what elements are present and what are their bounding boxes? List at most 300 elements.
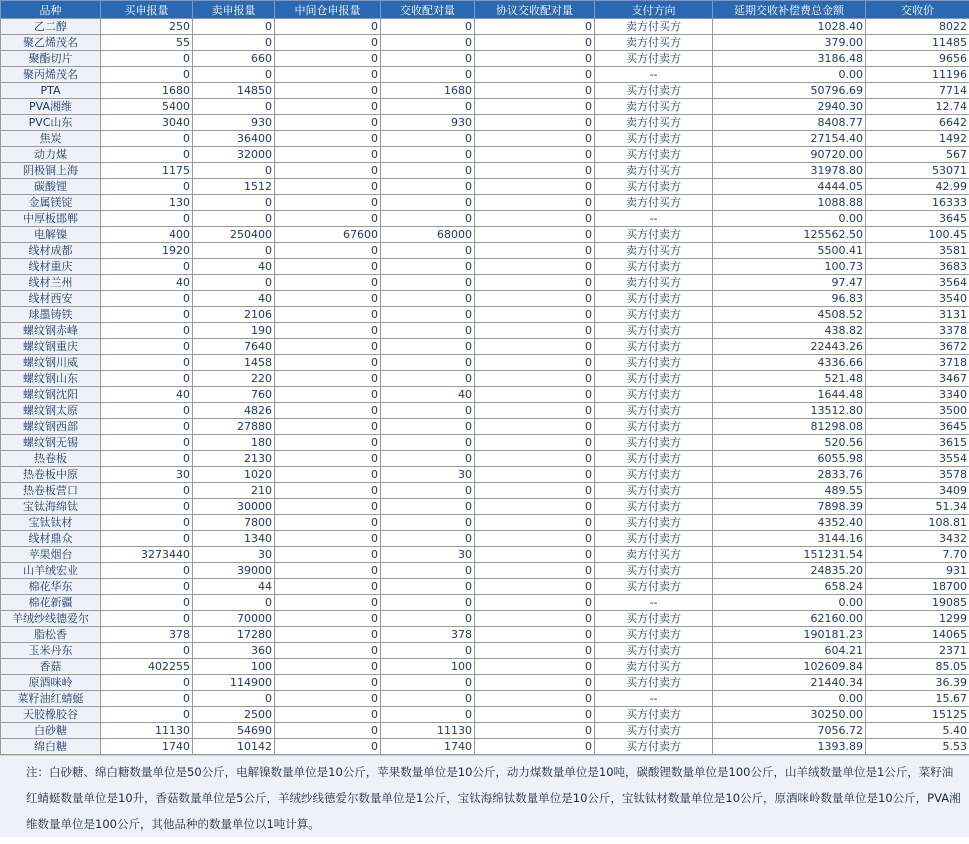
buy-qty-cell: 0 [101,515,193,531]
buy-qty-cell: 30 [101,467,193,483]
middle-qty-cell: 0 [275,451,381,467]
sell-qty-cell: 210 [193,483,275,499]
matched-qty-cell: 0 [381,323,475,339]
payment-direction-cell: 卖方付买方 [595,99,713,115]
price-cell: 3564 [866,275,969,291]
middle-qty-cell: 0 [275,259,381,275]
compensation-cell: 7898.39 [713,499,866,515]
sell-qty-cell: 27880 [193,419,275,435]
compensation-cell: 520.56 [713,435,866,451]
agreement-qty-cell: 0 [475,643,595,659]
compensation-cell: 27154.40 [713,131,866,147]
middle-qty-cell: 0 [275,243,381,259]
price-cell: 3500 [866,403,969,419]
matched-qty-cell: 0 [381,19,475,35]
middle-qty-cell: 0 [275,83,381,99]
compensation-cell: 3144.16 [713,531,866,547]
payment-direction-cell: 买方付卖方 [595,355,713,371]
agreement-qty-cell: 0 [475,675,595,691]
matched-qty-cell: 0 [381,195,475,211]
middle-qty-cell: 0 [275,323,381,339]
agreement-qty-cell: 0 [475,547,595,563]
variety-cell: 螺纹钢沈阳 [1,387,101,403]
price-cell: 7.70 [866,547,969,563]
matched-qty-cell: 0 [381,35,475,51]
sell-qty-cell: 4826 [193,403,275,419]
buy-qty-cell: 0 [101,371,193,387]
variety-cell: 棉花新疆 [1,595,101,611]
compensation-cell: 489.55 [713,483,866,499]
buy-qty-cell: 3273440 [101,547,193,563]
price-cell: 7714 [866,83,969,99]
header-payment-direction: 支付方向 [595,1,713,19]
price-cell: 3554 [866,451,969,467]
sell-qty-cell: 10142 [193,739,275,755]
table-row [1,435,969,451]
agreement-qty-cell: 0 [475,659,595,675]
price-cell: 15125 [866,707,969,723]
middle-qty-cell: 0 [275,147,381,163]
buy-qty-cell: 0 [101,51,193,67]
payment-direction-cell: 买方付卖方 [595,371,713,387]
table-row [1,531,969,547]
middle-qty-cell: 0 [275,291,381,307]
matched-qty-cell: 930 [381,115,475,131]
matched-qty-cell: 0 [381,371,475,387]
payment-direction-cell: 买方付卖方 [595,723,713,739]
middle-qty-cell: 0 [275,579,381,595]
compensation-cell: 658.24 [713,579,866,595]
matched-qty-cell: 0 [381,259,475,275]
sell-qty-cell: 0 [193,195,275,211]
variety-cell: 中厚板邯郸 [1,211,101,227]
variety-cell: 阴极铜上海 [1,163,101,179]
middle-qty-cell: 0 [275,499,381,515]
buy-qty-cell: 1175 [101,163,193,179]
matched-qty-cell: 0 [381,163,475,179]
table-row [1,323,969,339]
variety-cell: 动力煤 [1,147,101,163]
matched-qty-cell: 0 [381,675,475,691]
compensation-cell: 1028.40 [713,19,866,35]
compensation-cell: 102609.84 [713,659,866,675]
agreement-qty-cell: 0 [475,627,595,643]
sell-qty-cell: 0 [193,99,275,115]
variety-cell: 苹果烟台 [1,547,101,563]
buy-qty-cell: 400 [101,227,193,243]
table-row [1,371,969,387]
matched-qty-cell: 0 [381,67,475,83]
sell-qty-cell: 17280 [193,627,275,643]
payment-direction-cell: 买方付卖方 [595,483,713,499]
sell-qty-cell: 660 [193,51,275,67]
payment-direction-cell: 买方付卖方 [595,643,713,659]
price-cell: 6642 [866,115,969,131]
sell-qty-cell: 0 [193,691,275,707]
buy-qty-cell: 0 [101,291,193,307]
payment-direction-cell: 买方付卖方 [595,675,713,691]
middle-qty-cell: 0 [275,355,381,371]
table-row [1,147,969,163]
buy-qty-cell: 0 [101,451,193,467]
table-row [1,355,969,371]
table-row [1,499,969,515]
table-header-row [1,1,969,19]
middle-qty-cell: 0 [275,739,381,755]
variety-cell: 天胶橡胶谷 [1,707,101,723]
table-row [1,99,969,115]
variety-cell: 热卷板营口 [1,483,101,499]
table-row [1,547,969,563]
middle-qty-cell: 0 [275,643,381,659]
middle-qty-cell: 0 [275,371,381,387]
payment-direction-cell: 买方付卖方 [595,307,713,323]
middle-qty-cell: 0 [275,163,381,179]
payment-direction-cell: -- [595,211,713,227]
variety-cell: 线材重庆 [1,259,101,275]
header-sell-qty: 卖申报量 [193,1,275,19]
sell-qty-cell: 0 [193,19,275,35]
matched-qty-cell: 0 [381,691,475,707]
sell-qty-cell: 70000 [193,611,275,627]
table-row [1,707,969,723]
middle-qty-cell: 0 [275,99,381,115]
sell-qty-cell: 30000 [193,499,275,515]
middle-qty-cell: 0 [275,275,381,291]
buy-qty-cell: 0 [101,179,193,195]
compensation-cell: 50796.69 [713,83,866,99]
table-row [1,659,969,675]
table-row [1,483,969,499]
middle-qty-cell: 0 [275,595,381,611]
payment-direction-cell: 卖方付买方 [595,115,713,131]
header-middle-qty: 中间仓申报量 [275,1,381,19]
agreement-qty-cell: 0 [475,99,595,115]
table-row [1,627,969,643]
variety-cell: 脂松香 [1,627,101,643]
price-cell: 5.53 [866,739,969,755]
table-row [1,291,969,307]
middle-qty-cell: 0 [275,531,381,547]
payment-direction-cell: 买方付卖方 [595,563,713,579]
compensation-cell: 31978.80 [713,163,866,179]
agreement-qty-cell: 0 [475,611,595,627]
payment-direction-cell: 买方付卖方 [595,179,713,195]
price-cell: 3581 [866,243,969,259]
compensation-cell: 22443.26 [713,339,866,355]
table-row [1,691,969,707]
agreement-qty-cell: 0 [475,67,595,83]
variety-cell: 螺纹钢川威 [1,355,101,371]
matched-qty-cell: 0 [381,579,475,595]
agreement-qty-cell: 0 [475,579,595,595]
compensation-cell: 13512.80 [713,403,866,419]
buy-qty-cell: 402255 [101,659,193,675]
compensation-cell: 1644.48 [713,387,866,403]
price-cell: 3340 [866,387,969,403]
buy-qty-cell: 0 [101,707,193,723]
matched-qty-cell: 0 [381,707,475,723]
payment-direction-cell: 买方付卖方 [595,419,713,435]
middle-qty-cell: 0 [275,419,381,435]
header-compensation-total: 延期交收补偿费总金额 [713,1,866,19]
price-cell: 51.34 [866,499,969,515]
agreement-qty-cell: 0 [475,147,595,163]
compensation-cell: 21440.34 [713,675,866,691]
agreement-qty-cell: 0 [475,35,595,51]
matched-qty-cell: 0 [381,307,475,323]
buy-qty-cell: 378 [101,627,193,643]
payment-direction-cell: 买方付卖方 [595,339,713,355]
agreement-qty-cell: 0 [475,467,595,483]
matched-qty-cell: 0 [381,531,475,547]
buy-qty-cell: 1920 [101,243,193,259]
compensation-cell: 7056.72 [713,723,866,739]
price-cell: 12.74 [866,99,969,115]
buy-qty-cell: 40 [101,275,193,291]
middle-qty-cell: 0 [275,627,381,643]
price-cell: 85.05 [866,659,969,675]
compensation-cell: 4352.40 [713,515,866,531]
agreement-qty-cell: 0 [475,563,595,579]
buy-qty-cell: 3040 [101,115,193,131]
price-cell: 8022 [866,19,969,35]
table-row [1,115,969,131]
compensation-cell: 0.00 [713,67,866,83]
header-agreement-qty: 协议交收配对量 [475,1,595,19]
sell-qty-cell: 39000 [193,563,275,579]
sell-qty-cell: 0 [193,211,275,227]
variety-cell: 螺纹钢赤峰 [1,323,101,339]
payment-direction-cell: 卖方付买方 [595,195,713,211]
variety-cell: 香菇 [1,659,101,675]
table-row [1,227,969,243]
variety-cell: 热卷板 [1,451,101,467]
table-row [1,387,969,403]
variety-cell: 线材成都 [1,243,101,259]
agreement-qty-cell: 0 [475,419,595,435]
buy-qty-cell: 1740 [101,739,193,755]
buy-qty-cell: 0 [101,323,193,339]
payment-direction-cell: 卖方付买方 [595,275,713,291]
buy-qty-cell: 0 [101,67,193,83]
price-cell: 9656 [866,51,969,67]
payment-direction-cell: 买方付卖方 [595,451,713,467]
variety-cell: PVC山东 [1,115,101,131]
matched-qty-cell: 0 [381,563,475,579]
price-cell: 11485 [866,35,969,51]
middle-qty-cell: 0 [275,195,381,211]
sell-qty-cell: 0 [193,243,275,259]
buy-qty-cell: 0 [101,147,193,163]
matched-qty-cell: 1680 [381,83,475,99]
buy-qty-cell: 0 [101,307,193,323]
buy-qty-cell: 0 [101,579,193,595]
sell-qty-cell: 930 [193,115,275,131]
sell-qty-cell: 7800 [193,515,275,531]
buy-qty-cell: 0 [101,211,193,227]
payment-direction-cell: 买方付卖方 [595,499,713,515]
buy-qty-cell: 55 [101,35,193,51]
buy-qty-cell: 40 [101,387,193,403]
variety-cell: 白砂糖 [1,723,101,739]
agreement-qty-cell: 0 [475,163,595,179]
table-row [1,83,969,99]
payment-direction-cell: 卖方付买方 [595,163,713,179]
footnote: 注：白砂糖、绵白糖数量单位是50公斤，电解镍数量单位是10公斤，苹果数量单位是10公斤，动力煤数量单位是10吨，碳酸锂数量单位是100公斤，山羊绒数量单位是1公斤，菜籽油红蜻蜓数量单位是10升，香菇数量单位是5公斤，羊绒纱线德爱尔数量单位是1公斤，宝钛海绵钛数量单位是10公斤，宝钛钛材数量单位是10公斤，原酒咪岭数量单位是10公斤，PVA湘维数量单位是100公斤，其他品种的数量单位以1吨计算。 [0,755,969,837]
variety-cell: 螺纹钢太原 [1,403,101,419]
matched-qty-cell: 0 [381,99,475,115]
middle-qty-cell: 0 [275,723,381,739]
payment-direction-cell: 卖方付买方 [595,35,713,51]
sell-qty-cell: 40 [193,259,275,275]
buy-qty-cell: 0 [101,483,193,499]
agreement-qty-cell: 0 [475,451,595,467]
middle-qty-cell: 0 [275,51,381,67]
compensation-cell: 6055.98 [713,451,866,467]
middle-qty-cell: 0 [275,387,381,403]
variety-cell: 焦炭 [1,131,101,147]
price-cell: 3578 [866,467,969,483]
variety-cell: 螺纹钢西部 [1,419,101,435]
price-cell: 3672 [866,339,969,355]
sell-qty-cell: 0 [193,595,275,611]
agreement-qty-cell: 0 [475,483,595,499]
middle-qty-cell: 0 [275,67,381,83]
sell-qty-cell: 220 [193,371,275,387]
table-row [1,211,969,227]
matched-qty-cell: 0 [381,403,475,419]
payment-direction-cell: 买方付卖方 [595,435,713,451]
matched-qty-cell: 30 [381,467,475,483]
matched-qty-cell: 0 [381,595,475,611]
middle-qty-cell: 0 [275,211,381,227]
matched-qty-cell: 0 [381,339,475,355]
variety-cell: 聚酯切片 [1,51,101,67]
sell-qty-cell: 0 [193,67,275,83]
price-cell: 931 [866,563,969,579]
middle-qty-cell: 0 [275,435,381,451]
agreement-qty-cell: 0 [475,691,595,707]
compensation-cell: 100.73 [713,259,866,275]
table-row [1,243,969,259]
agreement-qty-cell: 0 [475,307,595,323]
matched-qty-cell: 0 [381,243,475,259]
sell-qty-cell: 180 [193,435,275,451]
sell-qty-cell: 1340 [193,531,275,547]
variety-cell: 绵白糖 [1,739,101,755]
middle-qty-cell: 0 [275,563,381,579]
sell-qty-cell: 40 [193,291,275,307]
price-cell: 1299 [866,611,969,627]
variety-cell: 聚乙烯茂名 [1,35,101,51]
compensation-cell: 8408.77 [713,115,866,131]
buy-qty-cell: 0 [101,131,193,147]
compensation-cell: 2833.76 [713,467,866,483]
table-body [1,19,969,755]
compensation-cell: 30250.00 [713,707,866,723]
price-cell: 567 [866,147,969,163]
table-row [1,595,969,611]
matched-qty-cell: 1740 [381,739,475,755]
matched-qty-cell: 0 [381,131,475,147]
sell-qty-cell: 0 [193,35,275,51]
payment-direction-cell: 买方付卖方 [595,131,713,147]
matched-qty-cell: 0 [381,275,475,291]
price-cell: 3683 [866,259,969,275]
payment-direction-cell: -- [595,691,713,707]
buy-qty-cell: 0 [101,403,193,419]
payment-direction-cell: 买方付卖方 [595,387,713,403]
agreement-qty-cell: 0 [475,435,595,451]
middle-qty-cell: 67600 [275,227,381,243]
table-row [1,35,969,51]
variety-cell: 螺纹钢无锡 [1,435,101,451]
middle-qty-cell: 0 [275,131,381,147]
compensation-cell: 604.21 [713,643,866,659]
middle-qty-cell: 0 [275,339,381,355]
matched-qty-cell: 378 [381,627,475,643]
matched-qty-cell: 0 [381,515,475,531]
agreement-qty-cell: 0 [475,195,595,211]
variety-cell: 线材兰州 [1,275,101,291]
agreement-qty-cell: 0 [475,531,595,547]
table-row [1,723,969,739]
price-cell: 19085 [866,595,969,611]
middle-qty-cell: 0 [275,707,381,723]
variety-cell: 线材鼎众 [1,531,101,547]
agreement-qty-cell: 0 [475,211,595,227]
agreement-qty-cell: 0 [475,291,595,307]
variety-cell: 线材西安 [1,291,101,307]
middle-qty-cell: 0 [275,659,381,675]
variety-cell: 球墨铸铁 [1,307,101,323]
table-row [1,67,969,83]
payment-direction-cell: 买方付卖方 [595,515,713,531]
buy-qty-cell: 0 [101,531,193,547]
price-cell: 16333 [866,195,969,211]
table-row [1,563,969,579]
agreement-qty-cell: 0 [475,515,595,531]
table-row [1,643,969,659]
table-row [1,51,969,67]
matched-qty-cell: 0 [381,483,475,499]
middle-qty-cell: 0 [275,547,381,563]
compensation-cell: 24835.20 [713,563,866,579]
table-row [1,403,969,419]
payment-direction-cell: 买方付卖方 [595,627,713,643]
compensation-cell: 62160.00 [713,611,866,627]
price-cell: 15.67 [866,691,969,707]
payment-direction-cell: 买方付卖方 [595,707,713,723]
buy-qty-cell: 0 [101,611,193,627]
table-row [1,163,969,179]
payment-direction-cell: 买方付卖方 [595,51,713,67]
payment-direction-cell: -- [595,595,713,611]
price-cell: 3615 [866,435,969,451]
price-cell: 18700 [866,579,969,595]
sell-qty-cell: 36400 [193,131,275,147]
header-buy-qty: 买申报量 [101,1,193,19]
table-row [1,579,969,595]
middle-qty-cell: 0 [275,515,381,531]
matched-qty-cell: 68000 [381,227,475,243]
middle-qty-cell: 0 [275,675,381,691]
matched-qty-cell: 0 [381,179,475,195]
price-cell: 14065 [866,627,969,643]
variety-cell: 聚丙烯茂名 [1,67,101,83]
header-variety: 品种 [1,1,101,19]
